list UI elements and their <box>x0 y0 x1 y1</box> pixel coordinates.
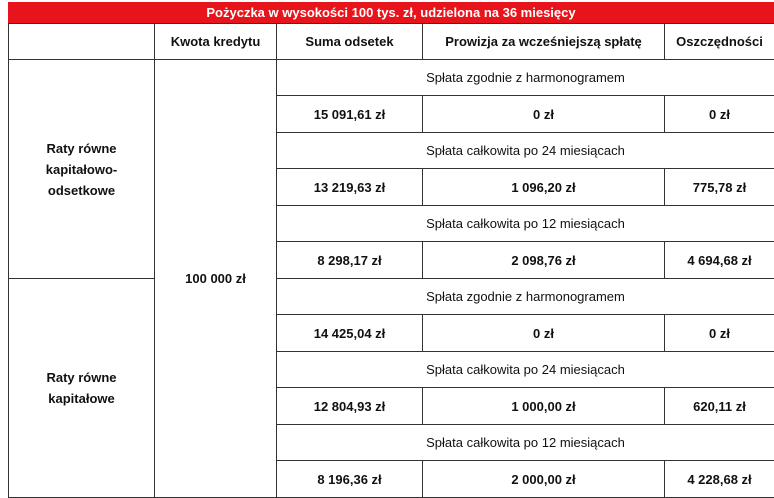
group-label-2 <box>9 279 155 498</box>
scenario-label: Spłata całkowita po 24 miesiącach <box>277 133 774 169</box>
cell-odsetki: 14 425,04 zł <box>277 315 423 352</box>
header-kwota-kredytu: Kwota kredytu <box>155 24 277 60</box>
scenario-label: Spłata całkowita po 12 miesiącach <box>277 206 774 242</box>
group-label-1 <box>9 60 155 279</box>
cell-prowizja: 1 000,00 zł <box>423 388 665 425</box>
loan-amount: 100 000 zł <box>155 60 277 498</box>
cell-odsetki: 13 219,63 zł <box>277 169 423 206</box>
header-blank <box>9 24 155 60</box>
cell-oszczednosci: 4 694,68 zł <box>665 242 774 279</box>
cell-prowizja: 2 098,76 zł <box>423 242 665 279</box>
scenario-label: Spłata całkowita po 12 miesiącach <box>277 425 774 461</box>
cell-oszczednosci: 775,78 zł <box>665 169 774 206</box>
loan-comparison-table <box>8 23 774 498</box>
header-prowizja: Prowizja za wcześniejszą spłatę <box>423 24 665 60</box>
header-suma-odsetek: Suma odsetek <box>277 24 423 60</box>
cell-prowizja: 0 zł <box>423 315 665 352</box>
group-label-line: odsetkowe <box>48 183 115 198</box>
cell-odsetki: 12 804,93 zł <box>277 388 423 425</box>
table-row <box>9 279 774 315</box>
header-row <box>9 24 774 60</box>
cell-odsetki: 8 298,17 zł <box>277 242 423 279</box>
group-label-line: Raty równe <box>46 370 116 385</box>
cell-oszczednosci: 4 228,68 zł <box>665 461 774 498</box>
cell-oszczednosci: 0 zł <box>665 96 774 133</box>
cell-odsetki: 8 196,36 zł <box>277 461 423 498</box>
cell-prowizja: 0 zł <box>423 96 665 133</box>
cell-oszczednosci: 0 zł <box>665 315 774 352</box>
scenario-label: Spłata zgodnie z harmonogramem <box>277 279 774 315</box>
cell-prowizja: 2 000,00 zł <box>423 461 665 498</box>
group-label-line: kapitałowe <box>48 391 114 406</box>
scenario-label: Spłata zgodnie z harmonogramem <box>277 60 774 96</box>
cell-oszczednosci: 620,11 zł <box>665 388 774 425</box>
cell-odsetki: 15 091,61 zł <box>277 96 423 133</box>
header-oszczednosci: Oszczędności <box>665 24 774 60</box>
group-label-line: kapitałowo- <box>46 162 118 177</box>
group-label-line: Raty równe <box>46 141 116 156</box>
cell-prowizja: 1 096,20 zł <box>423 169 665 206</box>
table-row <box>9 60 774 96</box>
scenario-label: Spłata całkowita po 24 miesiącach <box>277 352 774 388</box>
table-title: Pożyczka w wysokości 100 tys. zł, udzielona na 36 miesięcy <box>8 2 774 23</box>
